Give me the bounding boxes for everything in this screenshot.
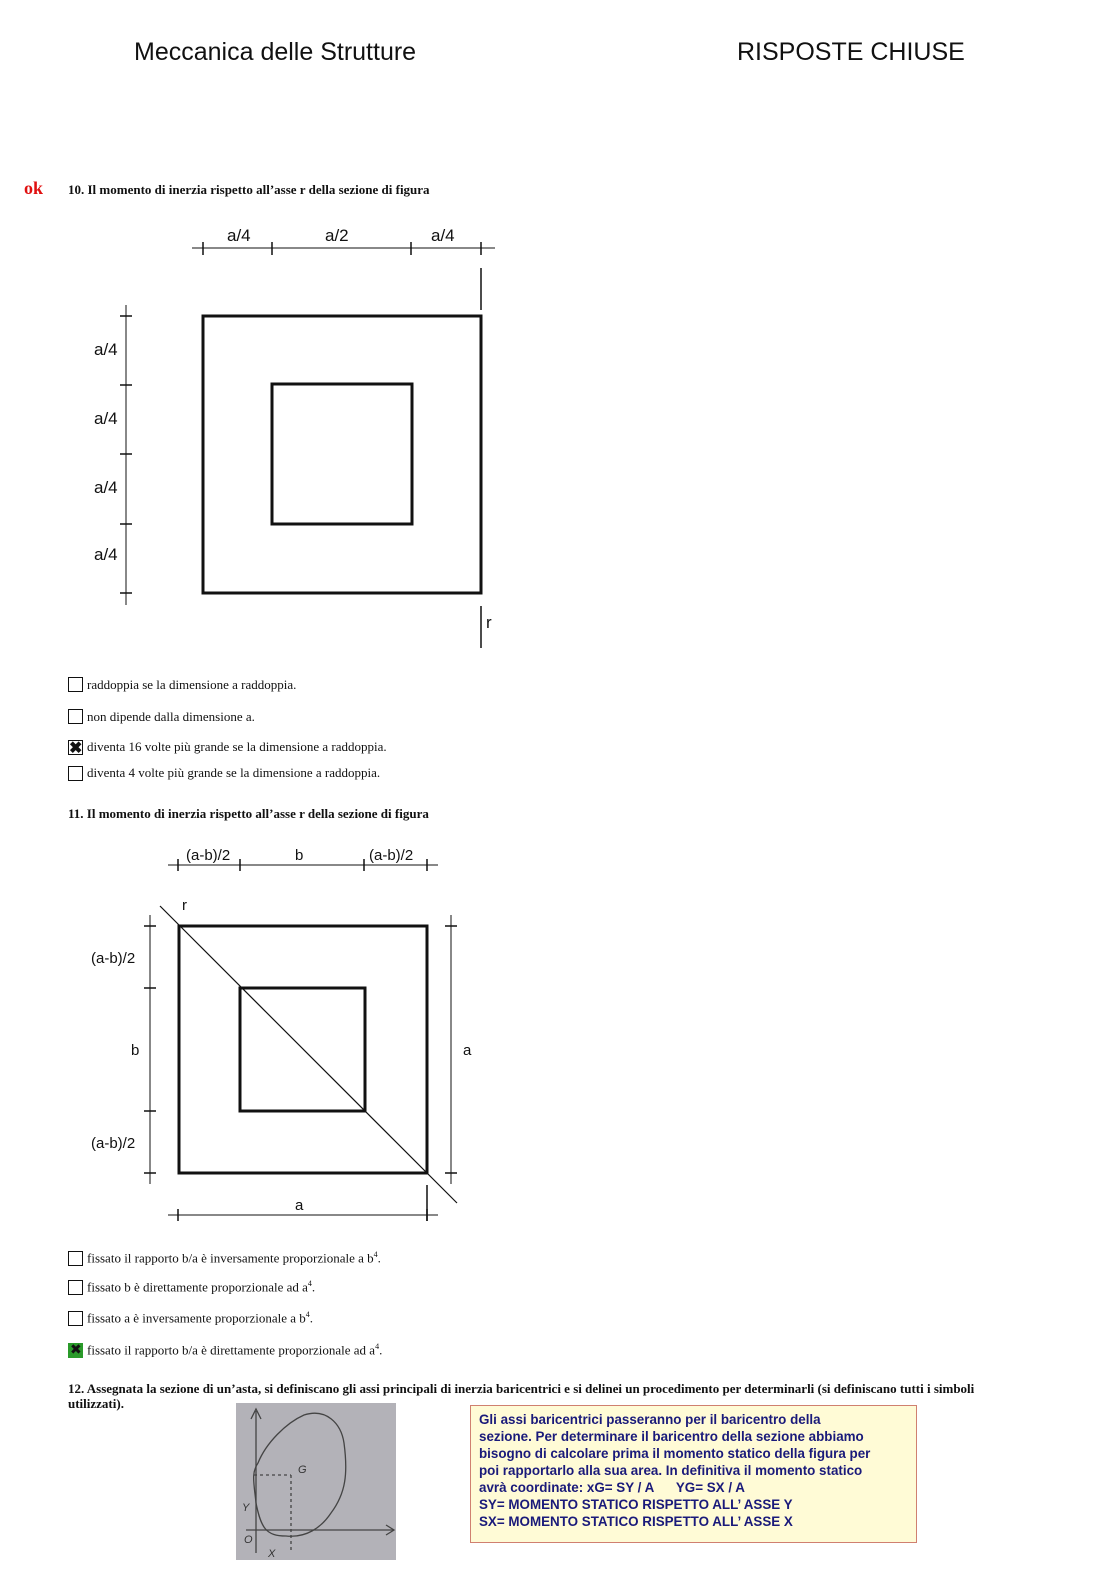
dim-label: a/4 [94, 545, 118, 564]
dim-label: (a-b)/2 [369, 847, 414, 864]
answer-box [470, 1405, 917, 1543]
section-sketch-image [236, 1403, 396, 1560]
dim-label: a [463, 1042, 472, 1059]
dim-label: a [295, 1197, 304, 1214]
option-selected[interactable] [68, 1335, 382, 1365]
option-label: fissato il rapporto b/a è inversamente proporzionale a $b^4$. [87, 1250, 381, 1266]
dim-label: a/4 [227, 226, 251, 245]
dim-label: a/4 [94, 478, 118, 497]
checkbox[interactable] [68, 1311, 83, 1326]
option-label: fissato a è inversamente proporzionale a $b^4$. [87, 1309, 313, 1326]
option[interactable] [68, 1244, 382, 1273]
checkbox[interactable] [68, 766, 83, 781]
option-label: diventa 16 volte più grande se la dimensione a raddoppia. [87, 739, 387, 754]
question-12-title: 12. Assegnata la sezione di un’asta, si definiscano gli assi principali di inerzia baricentrici e si delinei un procedimento per determinarli (si definiscano tutti i simboli utilizzati). [68, 1381, 975, 1411]
axis-label: r [182, 897, 187, 914]
figure-q11 [144, 859, 457, 1221]
checkbox-checked[interactable] [68, 1343, 83, 1358]
answer-line: SX= MOMENTO STATICO RISPETTO ALL’ ASSE X [479, 1514, 793, 1529]
checkbox[interactable] [68, 1280, 83, 1295]
checkbox-checked[interactable] [68, 740, 83, 755]
answer-line: SY= MOMENTO STATICO RISPETTO ALL’ ASSE Y [479, 1497, 793, 1512]
sketch-label: Y [242, 1502, 250, 1514]
option[interactable] [68, 1301, 382, 1335]
answer-line: poi rapportarlo alla sua area. In definitiva il momento statico [479, 1463, 863, 1478]
outer-square [203, 316, 481, 593]
dim-label: b [131, 1042, 140, 1059]
axis-r [160, 906, 457, 1203]
option-label: fissato b è direttamente proporzionale ad $a^4$. [87, 1278, 316, 1295]
checkbox[interactable] [68, 677, 83, 692]
dim-label: a/4 [94, 340, 118, 359]
dim-label: (a-b)/2 [91, 1135, 136, 1152]
answer-line: avrà coordinate: xG= SY / A YG= SX / A [479, 1480, 745, 1495]
section-title: RISPOSTE CHIUSE [737, 38, 965, 66]
option-selected[interactable] [68, 734, 387, 760]
q11-options [68, 1244, 382, 1365]
option-label: diventa 4 volte più grande se la dimensione a raddoppia. [87, 765, 381, 780]
option[interactable] [68, 699, 387, 734]
question-11-title: 11. Il momento di inerzia rispetto all’asse r della sezione di figura [68, 806, 429, 821]
dim-label: (a-b)/2 [91, 950, 136, 967]
answer-line: sezione. Per determinare il baricentro della sezione abbiamo [479, 1429, 864, 1444]
inner-square [272, 384, 412, 524]
checkbox[interactable] [68, 709, 83, 724]
option-label: fissato il rapporto b/a è direttamente proporzionale ad $a^4$. [87, 1341, 383, 1358]
figure-q10 [120, 242, 495, 648]
option[interactable] [68, 670, 387, 699]
option[interactable] [68, 1273, 382, 1301]
q10-options [68, 670, 387, 786]
answer-line: bisogno di calcolare prima il momento statico della figura per [479, 1446, 871, 1461]
dim-label: (a-b)/2 [186, 847, 231, 864]
sketch-label: G [298, 1464, 307, 1476]
sketch-drawing [236, 1403, 396, 1560]
dim-label: a/4 [431, 226, 455, 245]
ok-mark: ok [24, 178, 44, 198]
sketch-label: O [244, 1534, 253, 1546]
axis-label: r [486, 613, 492, 632]
dim-label: a/4 [94, 409, 118, 428]
option[interactable] [68, 760, 387, 786]
option-label: non dipende dalla dimensione a. [87, 708, 255, 724]
document-title: Meccanica delle Strutture [134, 38, 417, 66]
sketch-label: X [268, 1548, 276, 1560]
option-label: raddoppia se la dimensione a raddoppia. [87, 676, 297, 692]
answer-line: Gli assi baricentrici passeranno per il baricentro della [479, 1412, 821, 1427]
question-10-title: 10. Il momento di inerzia rispetto all’asse r della sezione di figura [68, 182, 430, 197]
checkbox[interactable] [68, 1251, 83, 1266]
dim-label: a/2 [325, 226, 349, 245]
dim-label: b [295, 847, 304, 864]
